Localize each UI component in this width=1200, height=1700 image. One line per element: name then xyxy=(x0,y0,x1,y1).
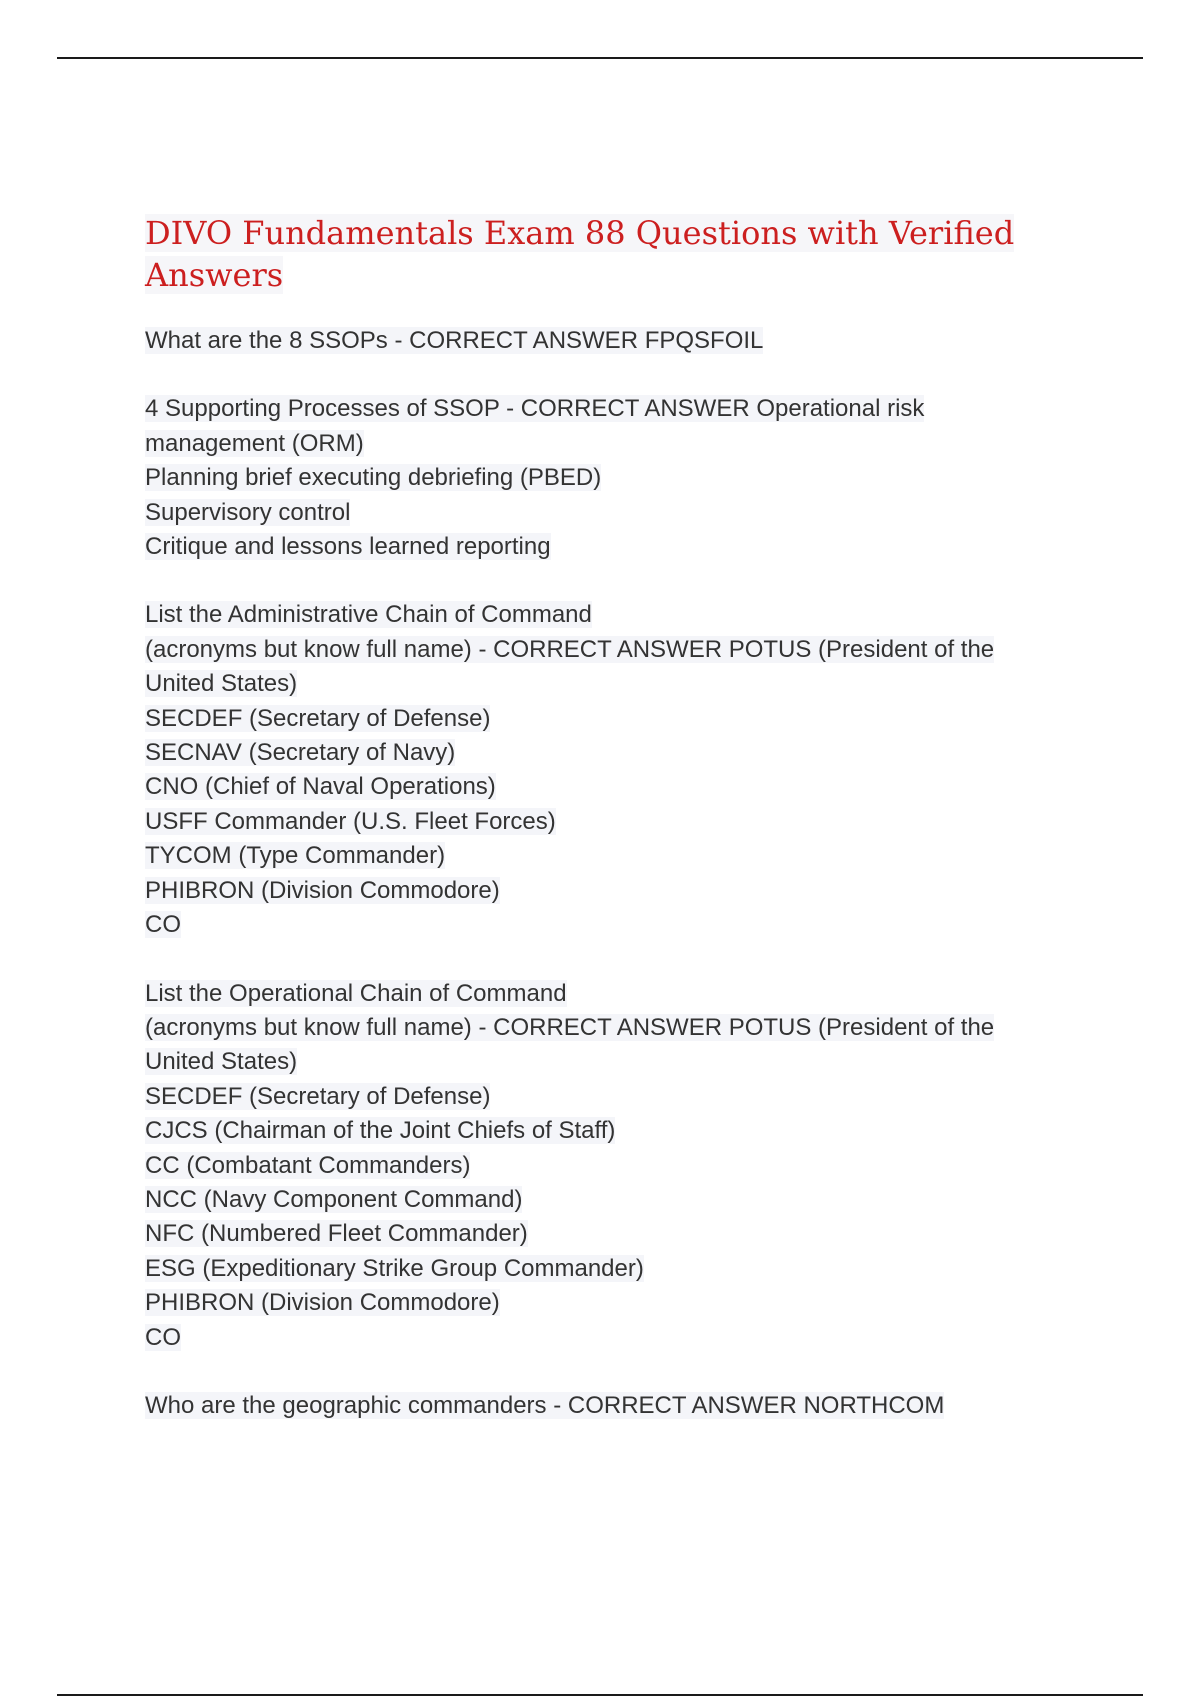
qa-block-geographic-commanders xyxy=(145,1389,1045,1423)
qa-line: United States) xyxy=(145,1048,298,1076)
title-line-1: DIVO Fundamentals Exam 88 Questions with Verified xyxy=(145,214,1015,252)
qa-line: United States) xyxy=(145,670,298,698)
qa-line: Critique and lessons learned reporting xyxy=(145,533,551,561)
qa-line: PHIBRON (Division Commodore) xyxy=(145,876,500,904)
qa-line: SECNAV (Secretary of Navy) xyxy=(145,739,456,767)
qa-line: Who are the geographic commanders - CORRECT ANSWER NORTHCOM xyxy=(145,1391,945,1419)
qa-line: List the Operational Chain of Command xyxy=(145,979,567,1007)
qa-line: CNO (Chief of Naval Operations) xyxy=(145,773,496,801)
top-rule xyxy=(57,57,1143,59)
qa-block-administrative-chain xyxy=(145,598,1045,942)
qa-line: 4 Supporting Processes of SSOP - CORRECT ANSWER Operational risk xyxy=(145,395,925,423)
qa-line: What are the 8 SSOPs - CORRECT ANSWER FPQSFOIL xyxy=(145,327,764,354)
qa-line: TYCOM (Type Commander) xyxy=(145,842,446,870)
qa-block-ssops xyxy=(145,324,1045,358)
qa-line: CO xyxy=(145,911,181,939)
qa-line: USFF Commander (U.S. Fleet Forces) xyxy=(145,807,556,835)
qa-line: Supervisory control xyxy=(145,498,351,526)
qa-block-operational-chain xyxy=(145,977,1045,1355)
document-body xyxy=(145,212,1045,1457)
document-title xyxy=(145,212,1045,296)
qa-line: List the Administrative Chain of Command xyxy=(145,601,592,629)
qa-line: SECDEF (Secretary of Defense) xyxy=(145,704,491,732)
qa-line: SECDEF (Secretary of Defense) xyxy=(145,1082,491,1110)
qa-line: CO xyxy=(145,1323,181,1351)
qa-line: CJCS (Chairman of the Joint Chiefs of Staff) xyxy=(145,1117,616,1145)
qa-line: Planning brief executing debriefing (PBED) xyxy=(145,464,602,492)
qa-line: ESG (Expeditionary Strike Group Commander) xyxy=(145,1254,644,1282)
title-line-2: Answers xyxy=(145,256,284,294)
qa-line: PHIBRON (Division Commodore) xyxy=(145,1289,500,1317)
qa-line: management (ORM) xyxy=(145,429,364,457)
qa-line: (acronyms but know full name) - CORRECT ANSWER POTUS (President of the xyxy=(145,635,995,663)
qa-line: NFC (Numbered Fleet Commander) xyxy=(145,1220,528,1248)
qa-block-supporting-processes xyxy=(145,392,1045,564)
qa-line: (acronyms but know full name) - CORRECT ANSWER POTUS (President of the xyxy=(145,1013,995,1041)
bottom-rule xyxy=(57,1694,1143,1696)
qa-line: CC (Combatant Commanders) xyxy=(145,1151,471,1179)
qa-line: NCC (Navy Component Command) xyxy=(145,1185,523,1213)
